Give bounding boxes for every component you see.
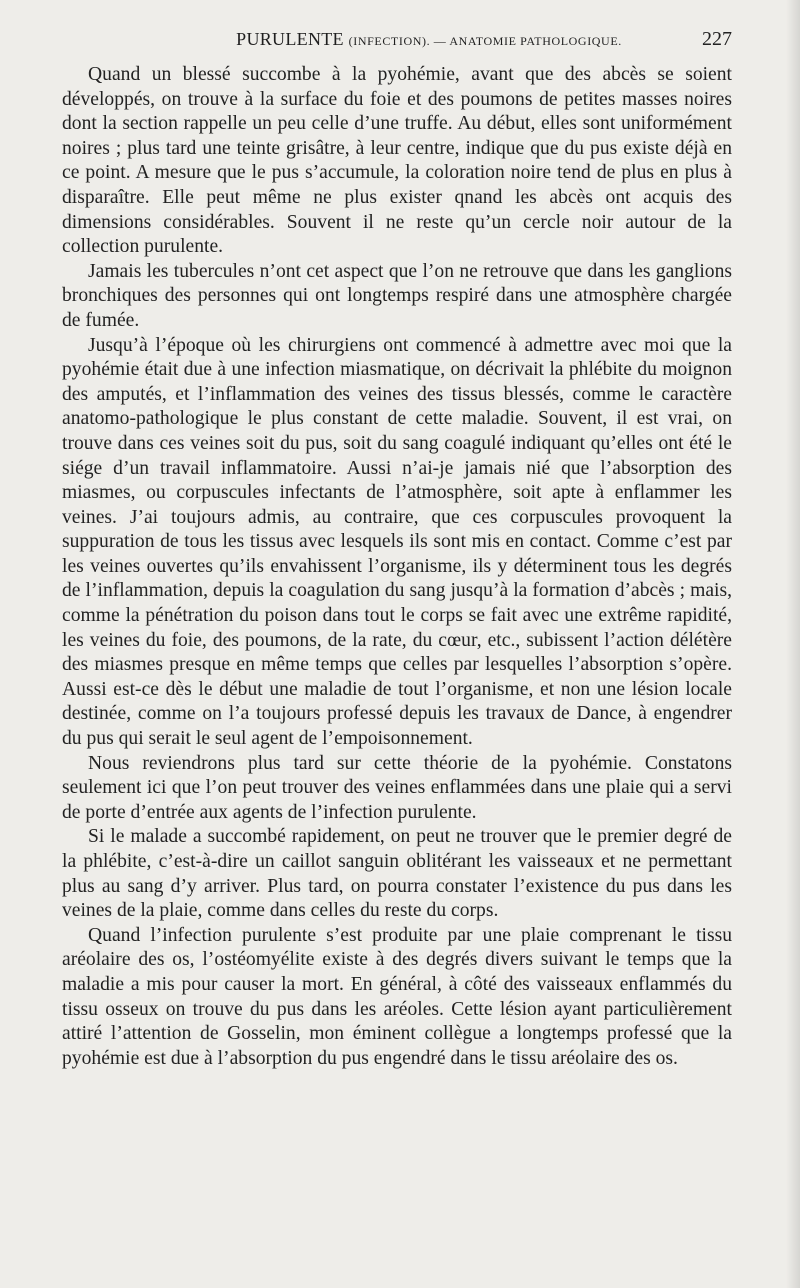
running-head-title: PURULENTE [236,29,344,49]
running-head [60,29,702,50]
running-head-subtitle: (INFECTION). — ANATOMIE PATHOLOGIQUE. [348,34,622,48]
page-number: 227 [702,28,732,50]
paragraph: Jamais les tubercules n’ont cet aspect que l’on ne retrouve que dans les ganglions bronchiques des personnes qui ont longtemps respiré dans une atmosphère chargée de fumée. [62,260,732,331]
page-header [60,28,732,58]
paragraph: Quand l’infection purulente s’est produite par une plaie comprenant le tissu aréolaire des os, l’ostéomyélite existe à des degrés divers suivant le temps que la maladie a mis pour causer la mort. En général, à côté des vaisseaux enflammés du tissu osseux on trouve du pus dans les aréoles. Cette lésion ayant particulièrement attiré l’attention de Gosselin, mon éminent collègue a longtemps professé que la pyohémie est due à l’absorption du pus engendré dans le tissu aréolaire des os. [62,924,732,1069]
paragraph: Nous reviendrons plus tard sur cette théorie de la pyohémie. Constatons seulement ici que l’on peut trouver des veines enflammées dans une plaie qui a servi de porte d’entrée aux agents de l’infection purulente. [62,752,732,823]
paragraph: Quand un blessé succombe à la pyohémie, avant que des abcès se soient développés, on trouve à la surface du foie et des poumons de petites masses noires dont la section rappelle un peu celle d’une truffe. Au début, elles sont uniformément noires ; plus tard une teinte grisâtre, à leur centre, indique que du pus existe déjà en ce point. A mesure que le pus s’accumule, la coloration noire tend de plus en plus à disparaître. Elle peut même ne plus exister qnand les abcès ont acquis des dimensions considérables. Souvent il ne reste qu’un cercle noir autour de la collection purulente. [62,64,732,258]
paragraph: Jusqu’à l’époque où les chirurgiens ont commencé à admettre avec moi que la pyohémie était due à une infection miasmatique, on décrivait la phlébite du moignon des amputés, et l’inflammation des veines des tissus blessés, comme le caractère anatomo-pathologique le plus constant de cette maladie. Souvent, il est vrai, on trouve dans ces veines soit du pus, soit du sang coagulé indiquant qu’elles ont été le siége d’un travail inflammatoire. Aussi n’ai-je jamais nié que l’absorption des miasmes, ou corpuscules infectants de l’atmosphère, soit apte à enflammer les veines. J’ai toujours admis, au contraire, que ces corpuscules provoquent la suppuration de tous les tissus avec lesquels ils sont mis en contact. Comme c’est par les veines ouvertes qu’ils envahissent l’organisme, ils y déterminent tous les degrés de l’inflammation, depuis la coagulation du sang jusqu’à la formation d’abcès ; mais, comme la pénétration du poison dans tout le corps se fait avec une extrême rapidité, les veines du foie, des poumons, de la rate, du cœur, etc., subissent l’action délétère des miasmes presque en même temps que celles par lesquelles l’absorption s’opère. Aussi est-ce dès le début une maladie de tout l’organisme, et non une lésion locale destinée, comme on l’a toujours professé depuis les travaux de Dance, à engendrer du pus qui serait le seul agent de l’empoisonnement. [62,334,732,750]
paragraph: Si le malade a succombé rapidement, on peut ne trouver que le premier degré de la phlébite, c’est-à-dire un caillot sanguin oblitérant les vaisseaux et ne permettant plus au sang d’y arriver. Plus tard, on pourra constater l’existence du pus dans les veines de la plaie, comme dans celles du reste du corps. [62,826,732,922]
body-text [62,63,732,1071]
